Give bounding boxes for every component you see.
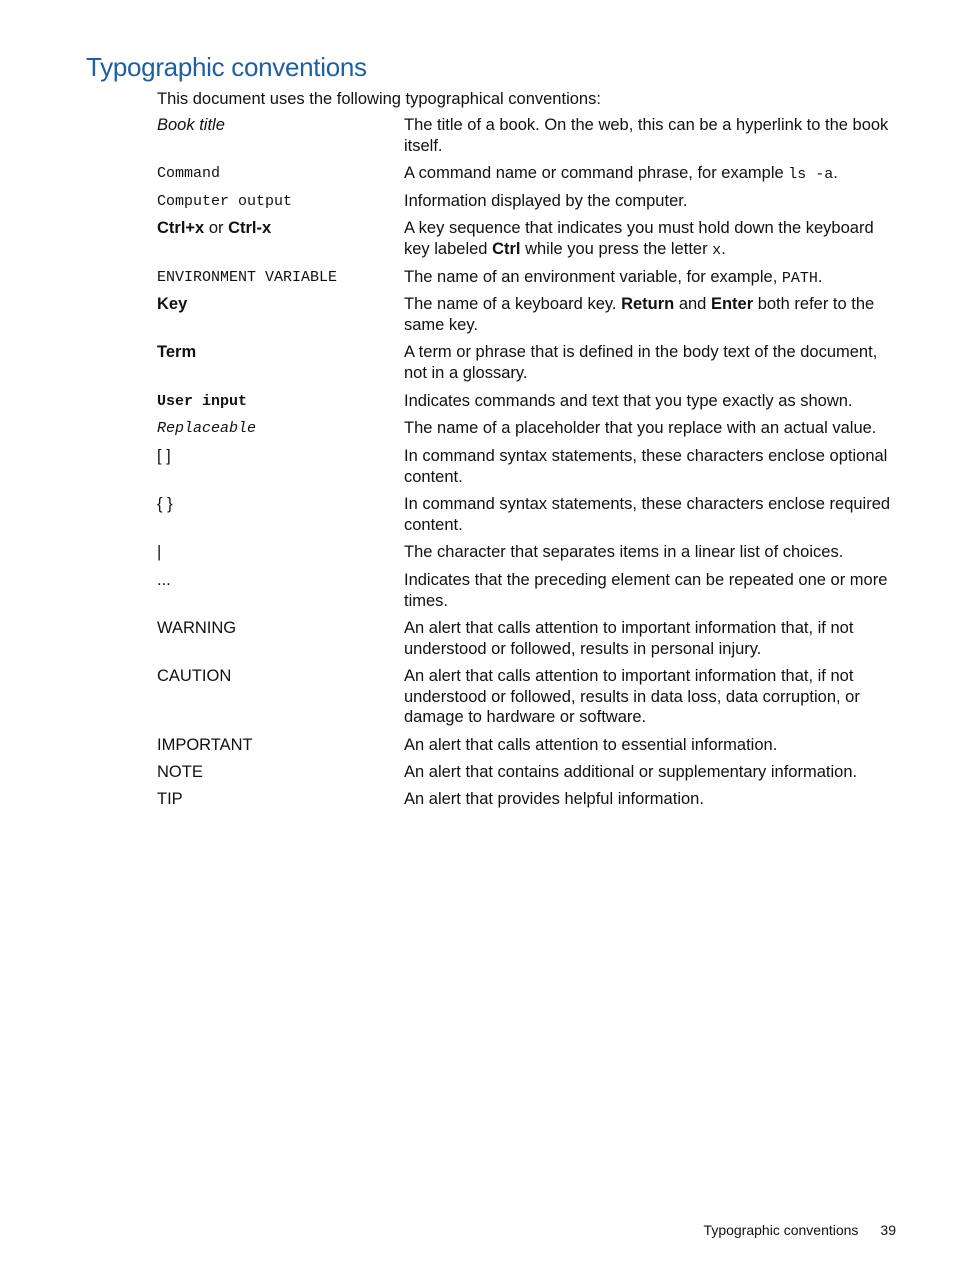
- term-note: NOTE: [157, 763, 203, 781]
- term-square-brackets: [ ]: [157, 447, 171, 465]
- term-tip: TIP: [157, 790, 183, 808]
- definition-square-brackets: In command syntax statements, these characters enclose optional content.: [404, 447, 888, 486]
- example-command: ls -a: [788, 166, 834, 183]
- term-curly-braces: { }: [157, 495, 173, 513]
- term-book-title: Book title: [157, 116, 225, 134]
- page-title: Typographic conventions: [86, 52, 367, 82]
- definition-text: while you press the letter: [520, 239, 713, 258]
- definition-tip: An alert that provides helpful information.: [404, 790, 704, 808]
- definition-ellipsis: Indicates that the preceding element can be repeated one or more times.: [404, 571, 888, 610]
- definition-text: .: [721, 239, 726, 258]
- term-important: IMPORTANT: [157, 736, 253, 754]
- definition-text: both refer to the same key.: [404, 295, 875, 334]
- definition-pipe: The character that separates items in a linear list of choices.: [404, 543, 844, 561]
- definition-warning: An alert that calls attention to important information that, if not understood or followed, results in personal injury.: [404, 619, 854, 658]
- key-ctrl: Ctrl: [492, 239, 521, 258]
- term-replaceable: Replaceable: [157, 420, 257, 437]
- footer-section-title: Typographic conventions: [703, 1222, 859, 1238]
- definition-curly-braces: In command syntax statements, these characters enclose required content.: [404, 495, 891, 534]
- definition-command: [404, 163, 899, 186]
- definition-text: The name of an environment variable, for example,: [404, 268, 782, 286]
- term-command: Command: [157, 165, 221, 182]
- key-ctrl-dash-x: Ctrl-x: [228, 219, 272, 237]
- term-caution: CAUTION: [157, 667, 232, 685]
- example-path: PATH: [781, 270, 818, 287]
- definition-important: An alert that calls attention to essential information.: [404, 736, 778, 754]
- definition-text: and: [674, 295, 711, 313]
- definition-text: .: [833, 164, 838, 182]
- definition-book-title: The title of a book. On the web, this can be a hyperlink to the book itself.: [404, 116, 889, 155]
- definition-text: A command name or command phrase, for example: [404, 164, 789, 182]
- intro-text: This document uses the following typographical conventions:: [157, 90, 601, 108]
- definition-term: A term or phrase that is defined in the body text of the document, not in a glossary.: [404, 343, 878, 382]
- page-footer: [704, 1222, 896, 1238]
- term-computer-output: Computer output: [157, 193, 293, 210]
- letter-x: x: [712, 241, 722, 259]
- definition-environment-variable: [404, 267, 899, 290]
- term-pipe: |: [157, 543, 162, 561]
- definition-text: The name of a keyboard key.: [404, 295, 622, 313]
- key-return: Return: [621, 295, 675, 313]
- definition-text: .: [817, 268, 823, 286]
- key-ctrl-plus-x: Ctrl+x: [157, 219, 205, 237]
- term-user-input: User input: [157, 393, 248, 410]
- definition-key: [404, 294, 899, 335]
- definition-caution: An alert that calls attention to important information that, if not understood or followed, results in data loss, data corruption, or damage to hardware or software.: [404, 667, 860, 726]
- term-ellipsis: ...: [157, 571, 171, 589]
- definition-replaceable: The name of a placeholder that you replace with an actual value.: [404, 419, 877, 437]
- definition-user-input: Indicates commands and text that you type exactly as shown.: [404, 392, 853, 410]
- term-term: Term: [157, 343, 197, 361]
- definition-key-sequence: [404, 218, 899, 261]
- definition-text: A key sequence that indicates you must hold down the keyboard key labeled: [404, 219, 874, 258]
- term-key-sequence: [157, 218, 397, 239]
- page-number: 39: [880, 1222, 896, 1238]
- key-enter: Enter: [710, 295, 754, 313]
- term-environment-variable: ENVIRONMENT VARIABLE: [157, 269, 338, 286]
- term-warning: WARNING: [157, 619, 237, 637]
- term-key: Key: [157, 295, 188, 313]
- definition-note: An alert that contains additional or supplementary information.: [404, 763, 858, 781]
- term-connector: or: [204, 219, 229, 237]
- definition-computer-output: Information displayed by the computer.: [404, 192, 688, 210]
